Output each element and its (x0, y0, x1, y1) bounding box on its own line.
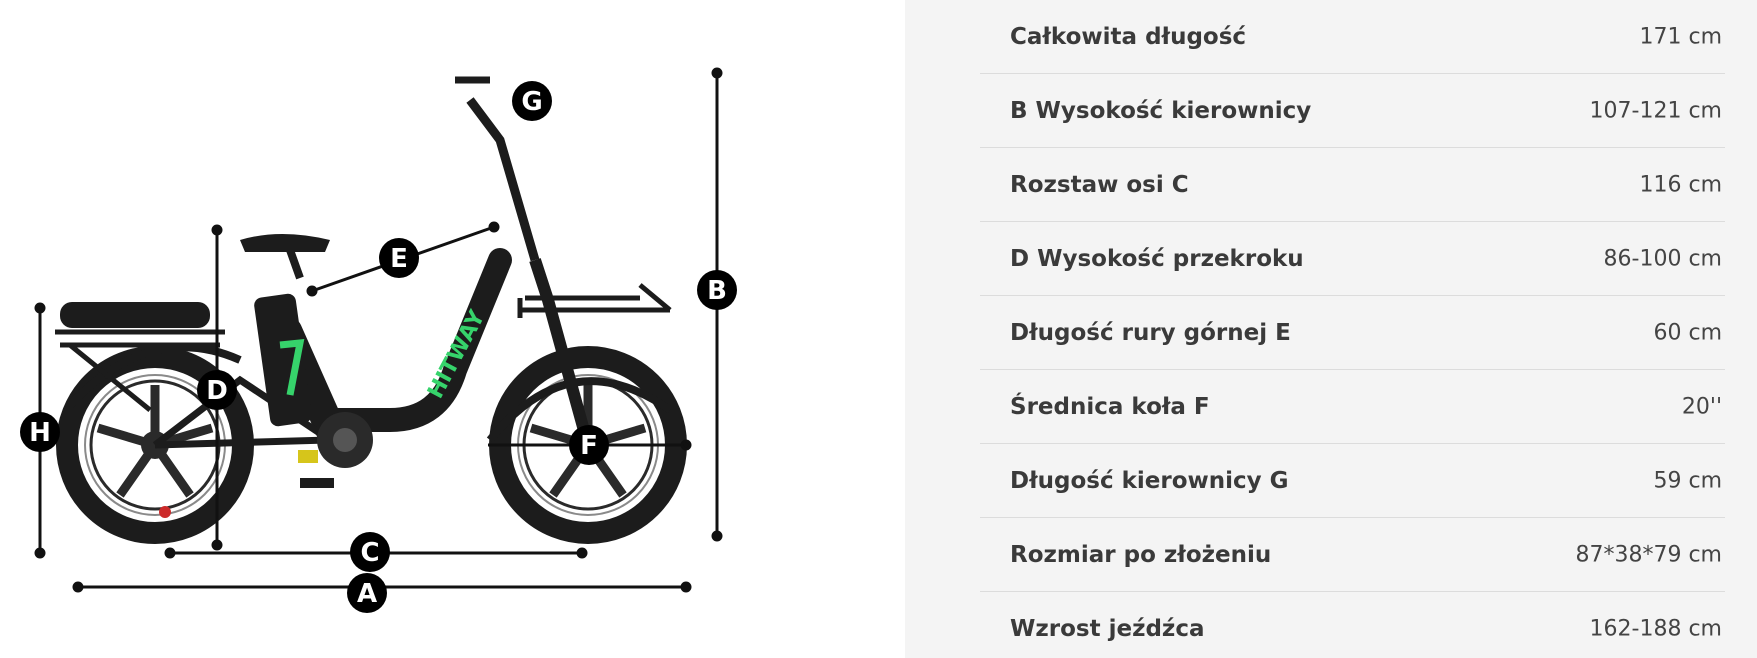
spec-value: 162-188 cm (1589, 616, 1722, 642)
marker-h (20, 412, 60, 452)
spec-row (980, 444, 1725, 518)
marker-c (350, 532, 390, 572)
spec-label: Średnica koła F (1010, 393, 1210, 420)
spec-value: 87*38*79 cm (1575, 542, 1722, 567)
spec-label: Wzrost jeźdźca (1010, 616, 1205, 642)
marker-g-label: G (521, 87, 543, 117)
marker-a-label: A (356, 579, 378, 609)
marker-d (197, 370, 237, 410)
marker-e (379, 238, 419, 278)
spec-row (980, 296, 1725, 370)
spec-label: Rozstaw osi C (1010, 171, 1189, 198)
spec-row (980, 518, 1725, 592)
spec-value: 20'' (1681, 394, 1722, 419)
spec-row (980, 0, 1725, 74)
spec-value: 59 cm (1653, 468, 1722, 493)
marker-b (697, 270, 737, 310)
spec-label: Długość kierownicy G (1010, 467, 1289, 494)
spec-table (980, 0, 1725, 658)
spec-row (980, 74, 1725, 148)
spec-label: B Wysokość kierownicy (1010, 97, 1312, 124)
spec-value: 107-121 cm (1589, 98, 1722, 123)
marker-h-label: H (29, 418, 51, 448)
spec-label: Całkowita długość (1010, 23, 1247, 50)
spec-label: Długość rury górnej E (1010, 319, 1291, 346)
spec-row (980, 592, 1725, 658)
frame-brand-logo: HITWAY (423, 306, 491, 403)
marker-f (569, 425, 609, 465)
spec-panel (905, 0, 1757, 658)
spec-row (980, 222, 1725, 296)
marker-g (512, 81, 552, 121)
marker-e-label: E (390, 244, 408, 274)
marker-c-label: C (360, 538, 380, 568)
marker-f-label: F (580, 431, 598, 461)
spec-value: 60 cm (1653, 320, 1722, 345)
spec-value: 86-100 cm (1603, 246, 1722, 271)
spec-value: 116 cm (1639, 172, 1722, 197)
spec-label: Rozmiar po złożeniu (1010, 541, 1272, 568)
spec-row (980, 148, 1725, 222)
marker-b-label: B (707, 276, 727, 306)
marker-d-label: D (206, 376, 228, 406)
marker-a (347, 573, 387, 613)
spec-row (980, 370, 1725, 444)
spec-value: 171 cm (1639, 24, 1722, 49)
spec-label: D Wysokość przekroku (1010, 245, 1304, 272)
